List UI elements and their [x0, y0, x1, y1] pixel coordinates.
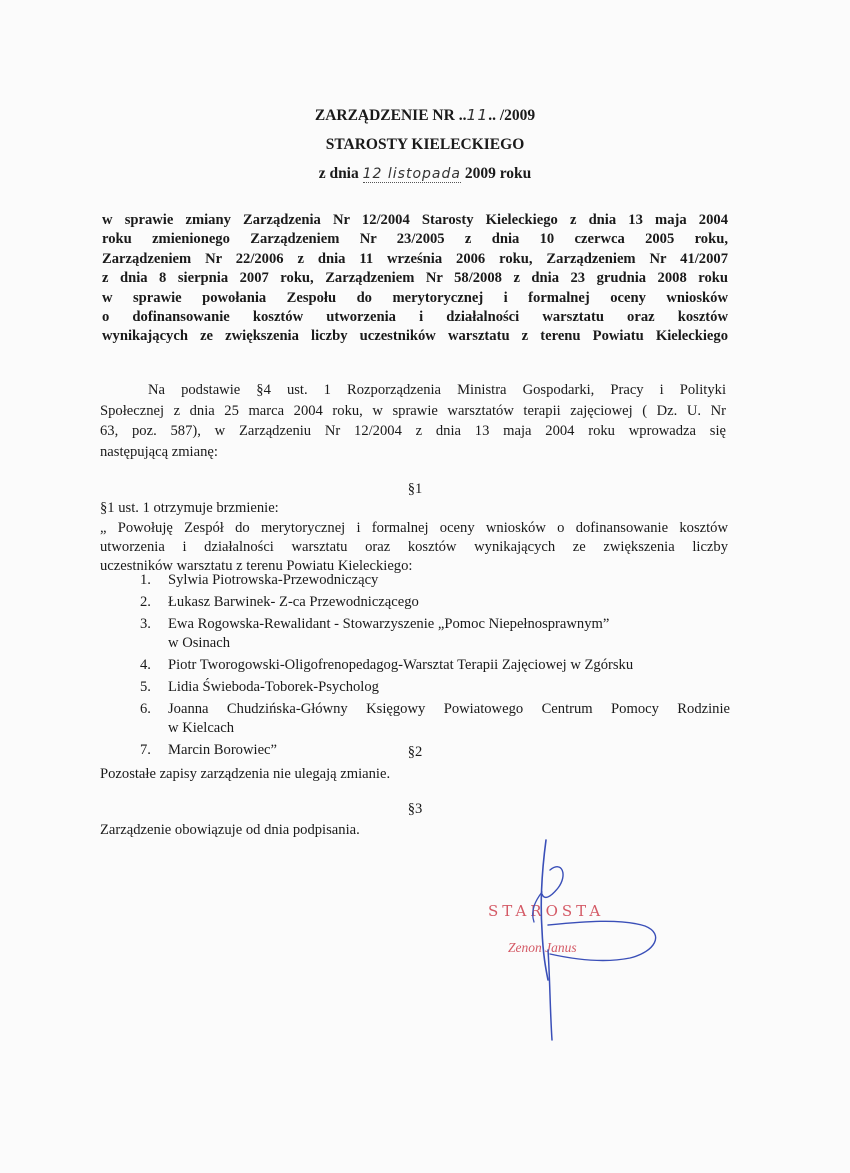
item-text: Ewa Rogowska-Rewalidant - Stowarzyszenie „Pomoc Niepełnosprawnym” [168, 616, 610, 632]
item-number: 1. [140, 572, 151, 588]
quote-line: „ Powołuję Zespół do merytorycznej i formalnej oceny wniosków o dofinansowanie kosztów [100, 520, 728, 536]
item-number: 5. [140, 679, 151, 695]
list-item [140, 678, 730, 697]
list-item [140, 615, 730, 653]
handwritten-date: 12 listopada [362, 166, 461, 182]
subject-line: o dofinansowanie kosztów utworzenia i działalności warsztatu oraz kosztów [102, 308, 728, 325]
subject-line: wynikających ze zwiększenia liczby uczestników warsztatu z terenu Powiatu Kieleckiego [102, 328, 728, 345]
item-text: Łukasz Barwinek- Z-ca Przewodniczącego [168, 594, 419, 610]
subject-line: w sprawie zmiany Zarządzenia Nr 12/2004 Starosty Kieleckiego z dnia 13 maja 2004 [102, 212, 728, 228]
intro-line: Społecznej z dnia 25 marca 2004 roku, w sprawie warsztatów terapii zajęciowej ( Dz. U. Nr [100, 402, 726, 419]
section-2-heading: §2 [407, 744, 423, 760]
handwritten-number: 11 [466, 106, 489, 124]
section-3-text: Zarządzenie obowiązuje od dnia podpisania. [100, 822, 360, 838]
title-suffix: .. /2009 [488, 107, 536, 124]
item-number: 4. [140, 657, 151, 673]
member-list [140, 571, 730, 763]
list-item [140, 571, 730, 590]
subject-line: w sprawie powołania Zespołu do merytorycznej i formalnej oceny wniosków [102, 289, 728, 306]
item-text: Joanna Chudzińska-Główny Księgowy Powiatowego Centrum Pomocy Rodzinie [168, 701, 730, 717]
list-item [140, 656, 730, 675]
section-2-text: Pozostałe zapisy zarządzenia nie ulegają zmianie. [100, 766, 391, 782]
date-suffix: 2009 roku [464, 165, 532, 182]
item-text: Piotr Tworogowski-Oligofrenopedagog-Warsztat Terapii Zajęciowej w Zgórsku [168, 657, 634, 673]
section-1-lead: §1 ust. 1 otrzymuje brzmienie: [100, 500, 279, 516]
subject-line: roku zmienionego Zarządzeniem Nr 23/2005 z dnia 10 czerwca 2005 roku, [102, 231, 728, 248]
item-number: 2. [140, 594, 151, 610]
item-text-continued: w Kielcach [168, 720, 235, 736]
section-3-heading: §3 [407, 801, 423, 817]
item-text: Sylwia Piotrowska-Przewodniczący [168, 572, 379, 588]
list-item [140, 700, 730, 738]
handwritten-signature [450, 830, 690, 1050]
stamp-name: Zenon Janus [508, 940, 577, 955]
subject-line: Zarządzeniem Nr 22/2006 z dnia 11 września 2006 roku, Zarządzeniem Nr 41/2007 [102, 250, 728, 267]
item-text: Marcin Borowiec” [168, 742, 278, 758]
section-1-quote [100, 519, 728, 577]
quote-line: uczestników warsztatu z terenu Powiatu Kieleckiego: [100, 558, 413, 575]
item-number: 7. [140, 742, 151, 758]
intro-paragraph [100, 380, 726, 462]
document-title [0, 106, 850, 125]
item-number: 6. [140, 701, 151, 717]
subject-block [102, 211, 728, 347]
intro-line: następującą zmianę: [100, 443, 218, 460]
section-1-heading: §1 [407, 481, 423, 497]
stamp-title: STAROSTA [488, 902, 605, 920]
item-text-continued: w Osinach [168, 635, 231, 651]
intro-line: 63, poz. 587), w Zarządzeniu Nr 12/2004 z dnia 13 maja 2004 roku wprowadza się [100, 423, 726, 439]
document-date [0, 165, 850, 183]
item-number: 3. [140, 616, 151, 632]
issuing-authority: STAROSTY KIELECKIEGO [325, 136, 525, 153]
intro-line: Na podstawie §4 ust. 1 Rozporządzenia Ministra Gospodarki, Pracy i Polityki [148, 382, 726, 398]
subject-line: z dnia 8 sierpnia 2007 roku, Zarządzeniem Nr 58/2008 z dnia 23 grudnia 2008 roku [102, 270, 728, 287]
date-prefix: z dnia [318, 165, 359, 182]
title-prefix: ZARZĄDZENIE NR .. [314, 107, 467, 124]
list-item [140, 593, 730, 612]
quote-line: utworzenia i działalności warsztatu oraz kosztów wynikających ze zwiększenia liczby [100, 539, 728, 556]
item-text: Lidia Świeboda-Toborek-Psycholog [168, 679, 379, 695]
